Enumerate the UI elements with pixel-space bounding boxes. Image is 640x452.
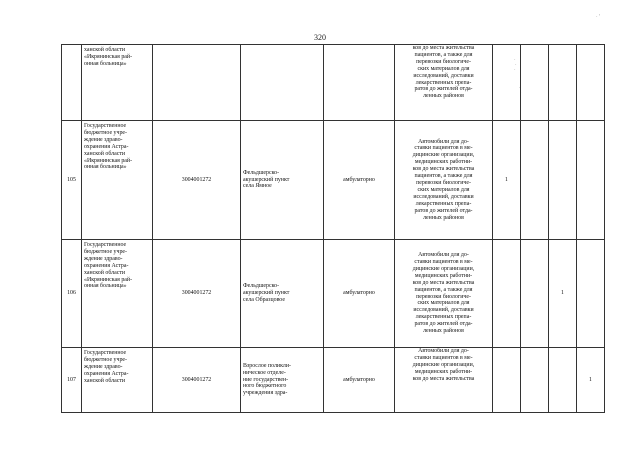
- name_lines-line: ние государствен-: [243, 376, 289, 383]
- org_lines-line: онная больница»: [84, 60, 127, 67]
- vehicle-purpose-cell: [395, 121, 493, 240]
- org_lines-line: ханской области: [84, 47, 126, 53]
- org_lines-line: ждение здраво-: [84, 136, 123, 143]
- vehicle-count-cell: [521, 45, 549, 121]
- facility-name-cell: [241, 121, 324, 240]
- vehicle-count-cell: [521, 240, 549, 348]
- vehicle-count-cell: [549, 348, 577, 413]
- vehicle_lines-line: лекарственных препа-: [415, 200, 472, 207]
- vehicle_lines-line: Автомобили для до-: [418, 138, 469, 145]
- vehicle_lines-line: пациентов, а также для: [414, 286, 473, 293]
- vehicle_lines-line: исследований, доставки: [413, 72, 474, 79]
- name_lines-line: ного бюджетного: [243, 383, 287, 390]
- org_lines-line: ханской области: [84, 377, 126, 384]
- name_lines-line: акушерский пункт: [243, 176, 290, 183]
- vehicle_lines-line: перевозки биологиче-: [416, 58, 471, 65]
- facility-name-cell: [241, 348, 324, 413]
- org_lines-line: бюджетное учре-: [84, 248, 127, 255]
- vehicle_lines-line: ставки пациентов в ме-: [414, 354, 473, 361]
- vehicle_lines-line: ленных районов: [423, 328, 464, 335]
- vehicle_lines-line: Автомобили для до-: [418, 348, 469, 354]
- vehicle-purpose-cell: [395, 45, 493, 121]
- inn-cell: 3004001272: [153, 121, 241, 240]
- vehicle-count-cell: [577, 121, 605, 240]
- name_lines-line: Фельдшерско-: [243, 283, 280, 290]
- row-number: [62, 45, 82, 121]
- vehicle-count-cell: [521, 121, 549, 240]
- org_lines-line: «Икрянинская рай-: [84, 53, 133, 60]
- row-number: 106: [62, 240, 82, 348]
- vehicle_lines-line: ставки пациентов в ме-: [414, 258, 473, 265]
- name_lines-line: ническое отделе-: [243, 369, 286, 376]
- vehicle_lines-line: ских материалов для: [417, 65, 470, 72]
- inn-cell: 3004001272: [153, 240, 241, 348]
- organization-cell: [82, 240, 153, 348]
- care-condition-cell: амбулаторно: [324, 240, 395, 348]
- row-number: 107: [62, 348, 82, 413]
- vehicle_lines-line: ских материалов для: [417, 186, 470, 193]
- vehicle_lines-line: дицинские организации,: [412, 361, 475, 368]
- scan-artifact: · · ·: [514, 57, 517, 73]
- org_lines-line: охранения Астра-: [84, 262, 129, 269]
- scan-artifact: · ·: [519, 85, 522, 96]
- facilities-table: [61, 44, 605, 413]
- org_lines-line: ждение здраво-: [84, 255, 123, 262]
- vehicle_lines-line: дицинские организации,: [412, 265, 475, 272]
- vehicle_lines-line: исследований, доставки: [413, 307, 474, 314]
- inn-cell: 3004001272: [153, 348, 241, 413]
- name_lines-line: Взрослое поликли-: [243, 362, 291, 369]
- org_lines-line: онная больница»: [84, 164, 127, 171]
- org_lines-line: охранения Астра-: [84, 370, 129, 377]
- vehicle_lines-line: ских материалов для: [417, 300, 470, 307]
- org_lines-line: «Икрянинская рай-: [84, 157, 133, 164]
- org_lines-line: ханской области: [84, 150, 126, 157]
- vehicle-count-cell: [577, 240, 605, 348]
- vehicle_lines-line: медицинских работни-: [414, 368, 473, 375]
- name_lines-line: села Образцовое: [243, 296, 285, 303]
- care-condition-cell: амбулаторно: [324, 121, 395, 240]
- vehicle_lines-line: ратов до жителей отда-: [414, 207, 473, 214]
- org_lines-line: бюджетное учре-: [84, 356, 127, 363]
- vehicle_lines-line: ков до места жительства: [412, 166, 475, 173]
- vehicle_lines-line: ленных районов: [423, 93, 464, 100]
- vehicle_lines-line: медицинских работни-: [414, 272, 473, 279]
- vehicle-count-cell: [493, 348, 521, 413]
- organization-cell: [82, 45, 153, 121]
- vehicle_lines-line: пациентов, а также для: [414, 51, 473, 58]
- vehicle-purpose-cell: [395, 348, 493, 413]
- org_lines-line: ждение здраво-: [84, 363, 123, 370]
- page-number: 320: [314, 33, 326, 42]
- vehicle-purpose-cell: [395, 240, 493, 348]
- facility-name-cell: [241, 240, 324, 348]
- vehicle_lines-line: ков до места жительства: [412, 279, 475, 286]
- vehicle-count-cell: [493, 240, 521, 348]
- vehicle-count-cell: [521, 348, 549, 413]
- org_lines-line: «Икрянинская рай-: [84, 276, 133, 283]
- name_lines-line: учреждения здра-: [243, 390, 288, 397]
- vehicle-count-cell: 1: [493, 121, 521, 240]
- vehicle_lines-line: ленных районов: [423, 214, 464, 221]
- organization-cell: [82, 348, 153, 413]
- vehicle-count-cell: 1: [549, 240, 577, 348]
- vehicle-count-cell: 1: [577, 348, 605, 413]
- vehicle_lines-line: дицинские организации,: [412, 152, 475, 159]
- name_lines-line: Фельдшерско-: [243, 169, 280, 176]
- vehicle-count-cell: [493, 45, 521, 121]
- vehicle_lines-line: пациентов, а также для: [414, 173, 473, 180]
- inn-cell: [153, 45, 241, 121]
- vehicle_lines-line: медицинских работни-: [414, 159, 473, 166]
- vehicle_lines-line: перевозки биологиче-: [416, 180, 471, 186]
- table-row: [62, 348, 605, 413]
- care-condition-cell: [324, 45, 395, 121]
- vehicle_lines-line: перевозки биологиче-: [416, 293, 471, 300]
- org_lines-line: охранения Астра-: [84, 143, 129, 150]
- table-row: [62, 240, 605, 348]
- org_lines-line: онная больница»: [84, 283, 127, 290]
- name_lines-line: села Ямное: [243, 183, 272, 190]
- org_lines-line: Государственное: [84, 242, 127, 248]
- org_lines-line: Государственное: [84, 350, 127, 356]
- vehicle-count-cell: [577, 45, 605, 121]
- vehicle_lines-line: ков до места жительства: [412, 45, 475, 51]
- vehicle_lines-line: исследований, доставки: [413, 193, 474, 200]
- row-number: 105: [62, 121, 82, 240]
- vehicle_lines-line: ратов до жителей отда-: [414, 321, 473, 328]
- facility-name-cell: [241, 45, 324, 121]
- vehicle_lines-line: ратов до жителей отда-: [414, 86, 473, 93]
- vehicle_lines-line: лекарственных препа-: [415, 79, 472, 86]
- vehicle-count-cell: [549, 121, 577, 240]
- vehicle_lines-line: лекарственных препа-: [415, 314, 472, 321]
- care-condition-cell: амбулаторно: [324, 348, 395, 413]
- name_lines-line: акушерский пункт: [243, 290, 290, 297]
- vehicle_lines-line: ков до места жительства: [412, 375, 475, 382]
- table-row: [62, 45, 605, 121]
- org_lines-line: ханской области: [84, 269, 126, 276]
- organization-cell: [82, 121, 153, 240]
- vehicle_lines-line: Автомобили для до-: [418, 252, 469, 259]
- vehicle-count-cell: [549, 45, 577, 121]
- table-row: [62, 121, 605, 240]
- vehicle_lines-line: ставки пациентов в ме-: [414, 145, 473, 152]
- org_lines-line: Государственное: [84, 123, 127, 129]
- scan-artifact: · ': [596, 14, 600, 20]
- org_lines-line: бюджетное учре-: [84, 129, 127, 136]
